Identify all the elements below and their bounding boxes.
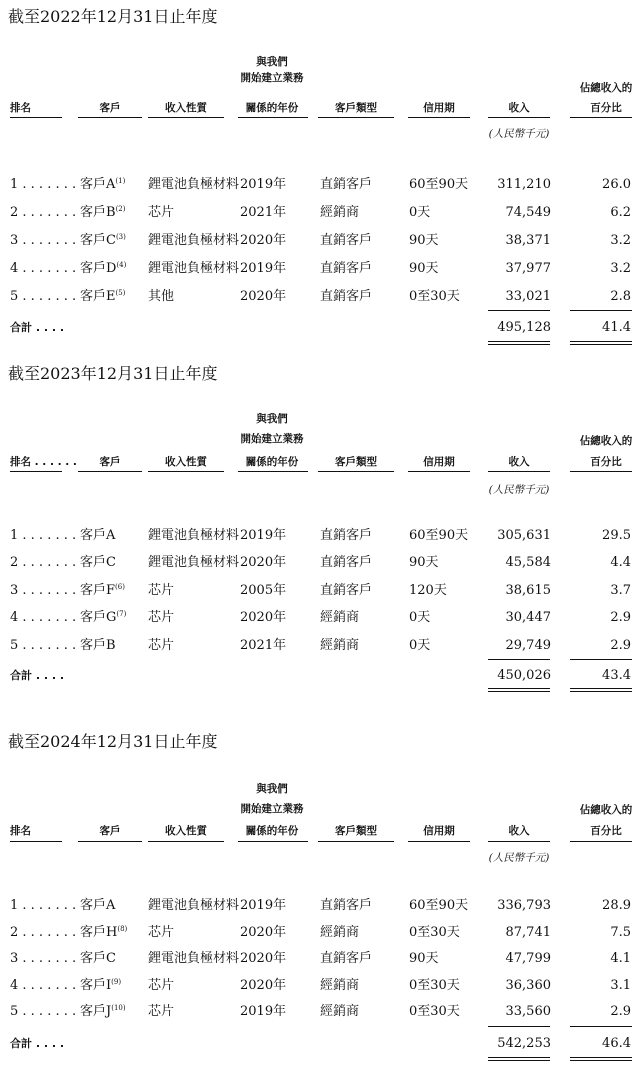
footnote-ref: (5)	[115, 289, 126, 297]
credit-period-cell: 0天	[409, 205, 431, 220]
revenue-cell: 305,631	[497, 528, 551, 543]
header-underline	[10, 471, 62, 472]
revenue-nature-cell: 鋰電池負極材料	[148, 528, 240, 543]
subtotal-line	[488, 1026, 550, 1027]
customer-cell: 客戶$B^{(2)}$	[80, 205, 126, 220]
header-underline	[10, 117, 62, 118]
customer-cell: 客戶$E^{(5)}$	[80, 289, 126, 304]
total-pct: 41.4	[602, 320, 631, 335]
year-cell: 2019年	[240, 898, 287, 913]
customer-type-cell: 直銷客戶	[320, 528, 373, 543]
revenue-header: 收入	[508, 825, 530, 837]
year-header-line1: 與我們	[256, 783, 288, 795]
revenue-nature-cell: 鋰電池負極材料	[148, 233, 240, 248]
total-revenue: 450,026	[497, 668, 551, 683]
footnote-ref: (1)	[115, 177, 126, 185]
year-cell: 2020年	[240, 233, 287, 248]
pct-cell: 4.4	[610, 555, 631, 570]
total-label: 合計 . . . .	[10, 669, 65, 682]
year-header-line2: 開始建立業務	[240, 433, 304, 445]
credit-period-cell: 0天	[409, 638, 431, 653]
customer-type-cell: 直銷客戶	[320, 898, 373, 913]
year-cell: 2020年	[240, 555, 287, 570]
revenue-cell: 30,447	[505, 610, 551, 625]
customer-type-cell: 直銷客戶	[320, 951, 373, 966]
pct-cell: 4.1	[610, 951, 631, 966]
pct-cell: 28.9	[602, 898, 631, 913]
table-row	[0, 259, 640, 279]
pct-cell: 2.9	[610, 1004, 631, 1019]
header-underline	[488, 471, 550, 472]
rank-cell: 5 . . . . . . .	[10, 1004, 77, 1019]
footnote-ref: (4)	[116, 261, 127, 269]
credit-period-cell: 0天	[409, 610, 431, 625]
customer-type-header: 客戶類型	[335, 102, 377, 114]
revenue-nature-cell: 芯片	[148, 638, 175, 653]
revenue-cell: 74,549	[505, 205, 551, 220]
year-header-line1: 與我們	[256, 56, 288, 68]
table-row	[0, 976, 640, 996]
rank-cell: 4 . . . . . . .	[10, 261, 77, 276]
table-row	[0, 526, 640, 546]
currency-unit: (人民幣千元)	[488, 128, 550, 140]
header-underline	[318, 841, 394, 842]
pct-header-line2: 百分比	[590, 825, 622, 837]
subtotal-line	[570, 1026, 632, 1027]
credit-period-cell: 0至30天	[409, 925, 460, 940]
total-double-underline	[488, 688, 550, 692]
revenue-cell: 29,749	[505, 638, 551, 653]
customer-cell: 客戶$I^{(9)}$	[80, 978, 122, 993]
table-row	[0, 949, 640, 969]
year-cell: 2019年	[240, 177, 287, 192]
header-underline	[78, 841, 142, 842]
header-underline	[318, 471, 394, 472]
rank-header: 排名	[10, 102, 31, 114]
rank-cell: 5 . . . . . . .	[10, 638, 77, 653]
section-title: 截至2023年12月31日止年度	[8, 364, 218, 383]
total-double-underline	[488, 1057, 550, 1061]
total-double-underline	[570, 1057, 632, 1061]
credit-period-cell: 60至90天	[409, 898, 469, 913]
rank-header: 排名	[10, 825, 31, 837]
customer-type-cell: 直銷客戶	[320, 233, 373, 248]
rank-cell: 4 . . . . . . .	[10, 978, 77, 993]
year-cell: 2021年	[240, 638, 287, 653]
total-pct: 43.4	[602, 668, 631, 683]
section-title: 截至2022年12月31日止年度	[8, 7, 218, 26]
subtotal-line	[488, 659, 550, 660]
revenue-nature-cell: 鋰電池負極材料	[148, 261, 240, 276]
year-header-line3: 關係的年份	[245, 825, 299, 837]
revenue-nature-cell: 鋰電池負極材料	[148, 951, 240, 966]
header-underline	[488, 841, 550, 842]
year-cell: 2019年	[240, 261, 287, 276]
pct-cell: 2.9	[610, 638, 631, 653]
revenue-cell: 33,560	[505, 1004, 551, 1019]
pct-cell: 26.0	[602, 177, 631, 192]
revenue-nature-header: 收入性質	[165, 102, 207, 114]
pct-cell: 7.5	[610, 925, 631, 940]
revenue-nature-cell: 芯片	[148, 583, 175, 598]
header-underline	[148, 841, 224, 842]
customer-type-header: 客戶類型	[335, 456, 377, 468]
footnote-ref: (10)	[111, 1004, 126, 1012]
credit-period-cell: 0至30天	[409, 289, 460, 304]
customer-type-cell: 直銷客戶	[320, 261, 373, 276]
customer-cell: 客戶$J^{(10)}$	[80, 1004, 126, 1019]
customer-cell: 客戶C	[80, 951, 116, 966]
customer-cell: 客戶A	[80, 528, 116, 543]
revenue-cell: 37,977	[505, 261, 551, 276]
header-underline	[488, 117, 550, 118]
pct-cell: 29.5	[602, 528, 631, 543]
header-underline	[78, 471, 142, 472]
pct-header-line1: 佔總收入的	[579, 82, 633, 94]
revenue-cell: 336,793	[497, 898, 551, 913]
header-underline	[408, 841, 470, 842]
revenue-cell: 311,210	[497, 177, 551, 192]
header-underline	[10, 841, 62, 842]
total-label: 合計 . . . .	[10, 321, 65, 334]
year-cell: 2019年	[240, 1004, 287, 1019]
pct-header-line1: 佔總收入的	[579, 804, 633, 816]
pct-cell: 6.2	[610, 205, 631, 220]
rank-cell: 5 . . . . . . .	[10, 289, 77, 304]
rank-cell: 2 . . . . . . .	[10, 555, 77, 570]
pct-cell: 3.2	[610, 233, 631, 248]
subtotal-line	[488, 310, 550, 311]
header-underline	[238, 117, 308, 118]
header-underline	[408, 471, 470, 472]
total-double-underline	[570, 341, 632, 345]
table-row	[0, 636, 640, 656]
total-revenue: 542,253	[497, 1036, 551, 1051]
header-underline	[78, 117, 142, 118]
rank-cell: 3 . . . . . . .	[10, 583, 77, 598]
revenue-nature-cell: 其他	[148, 289, 175, 304]
table-row	[0, 287, 640, 307]
revenue-header: 收入	[508, 456, 530, 468]
revenue-nature-cell: 芯片	[148, 205, 175, 220]
year-cell: 2020年	[240, 610, 287, 625]
section-title: 截至2024年12月31日止年度	[8, 732, 218, 751]
credit-period-header: 信用期	[423, 102, 455, 114]
table-row	[0, 896, 640, 916]
year-header-line2: 開始建立業務	[240, 72, 304, 84]
revenue-cell: 38,615	[505, 583, 551, 598]
rank-cell: 3 . . . . . . .	[10, 233, 77, 248]
subtotal-line	[570, 659, 632, 660]
customer-cell: 客戶C	[80, 555, 116, 570]
year-header-line1: 與我們	[256, 413, 288, 425]
pct-cell: 3.7	[610, 583, 631, 598]
header-underline	[408, 117, 470, 118]
header-underline	[148, 471, 224, 472]
year-cell: 2020年	[240, 978, 287, 993]
header-underline	[148, 117, 224, 118]
table-row	[0, 231, 640, 251]
revenue-nature-cell: 芯片	[148, 925, 175, 940]
footnote-ref: (3)	[115, 233, 126, 241]
header-underline	[238, 841, 308, 842]
customer-type-cell: 直銷客戶	[320, 583, 373, 598]
table-row	[0, 203, 640, 223]
customer-cell: 客戶$G^{(7)}$	[80, 610, 127, 625]
pct-header-line2: 百分比	[590, 102, 622, 114]
customer-type-cell: 直銷客戶	[320, 177, 373, 192]
credit-period-header: 信用期	[423, 825, 455, 837]
customer-header: 客戶	[99, 825, 121, 837]
footnote-ref: (6)	[115, 583, 125, 591]
revenue-nature-cell: 芯片	[148, 1004, 175, 1019]
customer-type-header: 客戶類型	[335, 825, 377, 837]
revenue-nature-cell: 芯片	[148, 978, 175, 993]
currency-unit: (人民幣千元)	[488, 484, 550, 496]
year-header-line3: 關係的年份	[245, 102, 299, 114]
customer-cell: 客戶$H^{(8)}$	[80, 925, 128, 940]
total-pct: 46.4	[602, 1036, 631, 1051]
revenue-nature-cell: 芯片	[148, 610, 175, 625]
customer-type-cell: 經銷商	[320, 978, 360, 993]
pct-header-line2: 百分比	[590, 456, 622, 468]
year-cell: 2020年	[240, 925, 287, 940]
pct-header-line1: 佔總收入的	[579, 435, 633, 447]
revenue-nature-cell: 鋰電池負極材料	[148, 898, 240, 913]
customer-type-cell: 直銷客戶	[320, 289, 373, 304]
customer-type-cell: 經銷商	[320, 638, 360, 653]
revenue-cell: 33,021	[505, 289, 551, 304]
total-label: 合計 . . . .	[10, 1037, 65, 1050]
footnote-ref: (8)	[117, 925, 128, 933]
header-underline	[570, 471, 632, 472]
credit-period-cell: 90天	[409, 555, 439, 570]
total-revenue: 495,128	[497, 320, 551, 335]
table-row	[0, 608, 640, 628]
rank-cell: 1 . . . . . . .	[10, 177, 77, 192]
revenue-nature-cell: 鋰電池負極材料	[148, 555, 240, 570]
header-underline	[318, 117, 394, 118]
table-row	[0, 175, 640, 195]
year-header-line2: 開始建立業務	[240, 803, 304, 815]
customer-cell: 客戶B	[80, 638, 116, 653]
customer-cell: 客戶A	[80, 898, 116, 913]
customer-type-cell: 經銷商	[320, 925, 360, 940]
pct-cell: 3.2	[610, 261, 631, 276]
revenue-cell: 47,799	[505, 951, 551, 966]
customer-type-cell: 直銷客戶	[320, 555, 373, 570]
rank-cell: 1 . . . . . . .	[10, 898, 77, 913]
table-row	[0, 553, 640, 573]
pct-cell: 2.8	[610, 289, 631, 304]
rank-cell: 3 . . . . . . .	[10, 951, 77, 966]
header-underline	[570, 117, 632, 118]
customer-cell: 客戶$D^{(4)}$	[80, 261, 127, 276]
revenue-cell: 45,584	[505, 555, 551, 570]
customer-header: 客戶	[99, 456, 121, 468]
customer-type-cell: 經銷商	[320, 1004, 360, 1019]
footnote-ref: (2)	[115, 205, 126, 213]
rank-cell: 4 . . . . . . .	[10, 610, 77, 625]
table-row	[0, 923, 640, 943]
credit-period-cell: 0至30天	[409, 1004, 460, 1019]
table-row	[0, 1002, 640, 1022]
credit-period-cell: 90天	[409, 233, 439, 248]
footnote-ref: (9)	[111, 978, 122, 986]
credit-period-cell: 120天	[409, 583, 447, 598]
rank-cell: 2 . . . . . . .	[10, 925, 77, 940]
revenue-cell: 38,371	[505, 233, 551, 248]
customer-cell: 客戶$C^{(3)}$	[80, 233, 126, 248]
total-row	[0, 1034, 640, 1054]
year-cell: 2005年	[240, 583, 287, 598]
revenue-cell: 87,741	[505, 925, 551, 940]
header-underline	[238, 471, 308, 472]
credit-period-cell: 60至90天	[409, 177, 469, 192]
revenue-header: 收入	[508, 102, 530, 114]
credit-period-cell: 0至30天	[409, 978, 460, 993]
customer-header: 客戶	[99, 102, 121, 114]
credit-period-cell: 90天	[409, 951, 439, 966]
customer-type-cell: 經銷商	[320, 610, 360, 625]
year-cell: 2020年	[240, 951, 287, 966]
footnote-ref: (7)	[116, 610, 127, 618]
total-row	[0, 318, 640, 338]
rank-header: 排名 . . . . . .	[10, 456, 77, 468]
year-cell: 2019年	[240, 528, 287, 543]
year-header-line3: 關係的年份	[245, 456, 299, 468]
header-underline	[570, 841, 632, 842]
currency-unit: (人民幣千元)	[488, 852, 550, 864]
rank-cell: 1 . . . . . . .	[10, 528, 77, 543]
total-row	[0, 666, 640, 686]
credit-period-cell: 60至90天	[409, 528, 469, 543]
revenue-nature-header: 收入性質	[165, 456, 207, 468]
customer-cell: 客戶$A^{(1)}$	[80, 177, 126, 192]
revenue-nature-header: 收入性質	[165, 825, 207, 837]
credit-period-header: 信用期	[423, 456, 455, 468]
pct-cell: 3.1	[610, 978, 631, 993]
pct-cell: 2.9	[610, 610, 631, 625]
revenue-nature-cell: 鋰電池負極材料	[148, 177, 240, 192]
subtotal-line	[570, 310, 632, 311]
customer-cell: 客戶$F^{(6)}$	[80, 583, 125, 598]
customer-type-cell: 經銷商	[320, 205, 360, 220]
total-double-underline	[570, 688, 632, 692]
total-double-underline	[488, 341, 550, 345]
table-row	[0, 581, 640, 601]
revenue-cell: 36,360	[505, 978, 551, 993]
rank-cell: 2 . . . . . . .	[10, 205, 77, 220]
credit-period-cell: 90天	[409, 261, 439, 276]
year-cell: 2021年	[240, 205, 287, 220]
year-cell: 2020年	[240, 289, 287, 304]
